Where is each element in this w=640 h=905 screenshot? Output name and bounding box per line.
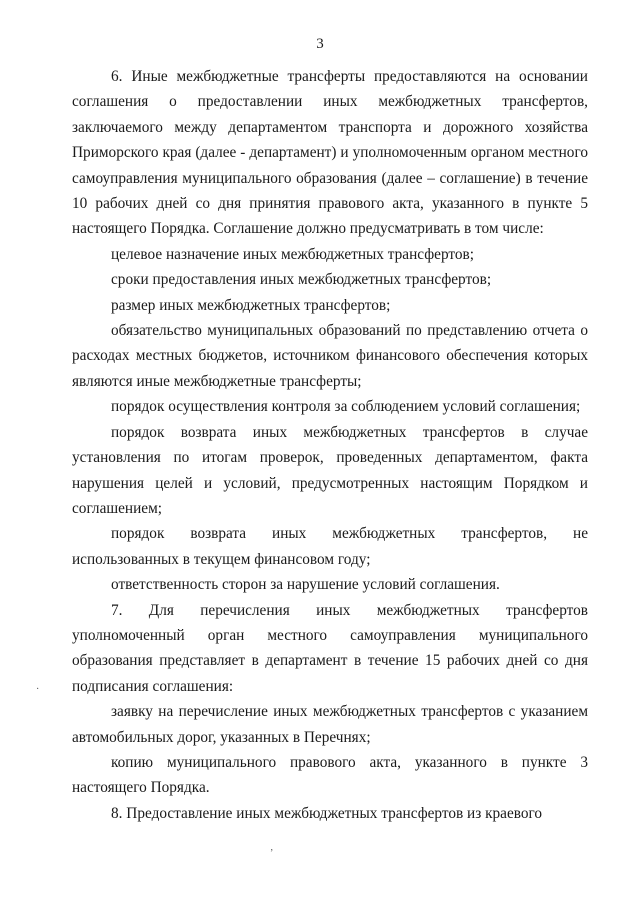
list-item-reporting: обязательство муниципальных образований по представлению отчета о расходах местных бюджетов, источником финансового обеспечения которых являются иные межбюджетные трансферты; [72,322,588,390]
list-item-application: заявку на перечисление иных межбюджетных трансфертов с указанием автомобильных дорог, указанных в Перечнях; [72,703,588,746]
list-item-liability: ответственность сторон за нарушение условий соглашения. [111,576,500,594]
list-item-legal-act-copy: копию муниципального правового акта, указанного в пункте 3 настоящего Порядка. [72,753,588,797]
list-item-purpose: целевое назначение иных межбюджетных трансфертов; [111,245,474,263]
page-number: 3 [316,36,324,52]
scan-speck: · [36,684,40,695]
list-item-control: порядок осуществления контроля за соблюдением условий соглашения; [111,398,581,416]
scan-speck: ʼ [270,848,274,859]
document-body [72,64,588,826]
list-item-refund-unused: порядок возврата иных межбюджетных трансфертов, не использованных в текущем финансовом году; [72,525,588,568]
paragraph-8: 8. Предоставление иных межбюджетных трансфертов из краевого [111,804,543,822]
list-item-refund-violation: порядок возврата иных межбюджетных трансфертов в случае установления по итогам проверок, проведенных департаментом, факта нарушения целей и условий, предусмотренных настоящим Порядком и соглашением; [72,423,588,517]
paragraph-6: 6. Иные межбюджетные трансферты предоставляются на основании соглашения о предоставлении иных межбюджетных трансфертов, заключаемого между департаментом транспорта и дорожного хозяйства Приморского края (далее - департамент) и уполномоченным органом местного самоуправления муниципального образования (далее – соглашение) в течение 10 рабочих дней со дня принятия правового акта, указанного в пункте 5 настоящего Порядка. Соглашение должно предусматривать в том числе: [72,68,588,238]
paragraph-7: 7. Для перечисления иных межбюджетных трансфертов уполномоченный орган местного самоуправления муниципального образования представляет в департамент в течение 15 рабочих дней со дня подписания соглашения: [72,601,588,695]
list-item-terms: сроки предоставления иных межбюджетных трансфертов; [111,271,492,289]
list-item-amount: размер иных межбюджетных трансфертов; [111,296,391,314]
